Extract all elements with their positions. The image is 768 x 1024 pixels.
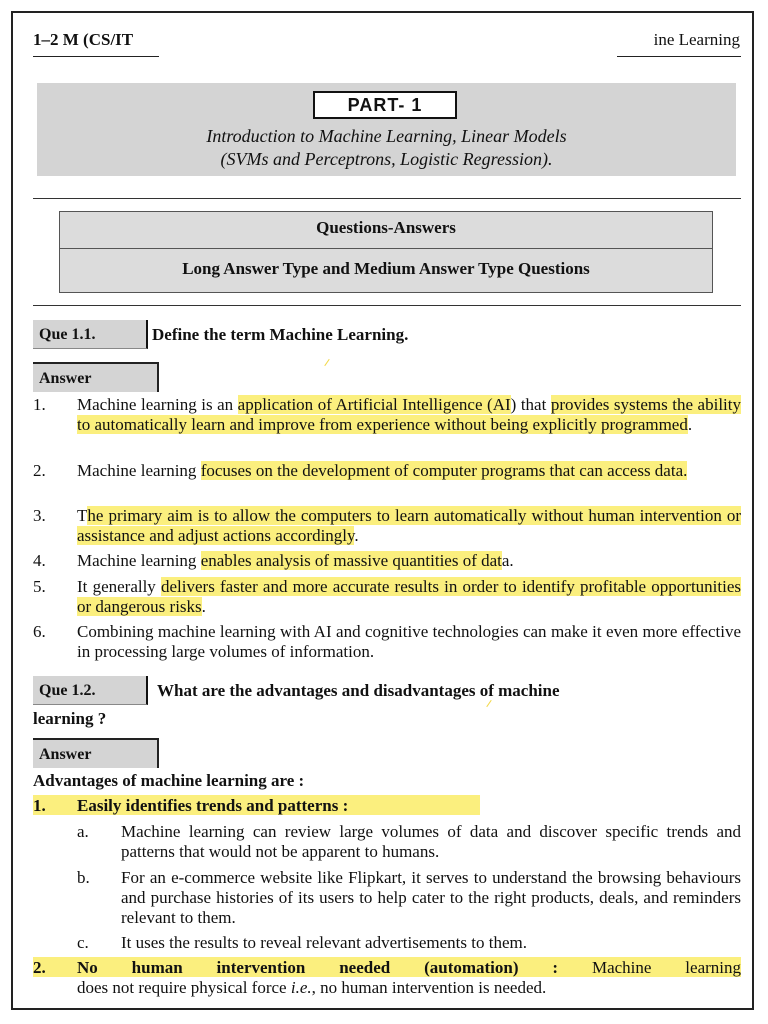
advantages-heading: Advantages of machine learning are :: [33, 771, 305, 790]
item-number: 2.: [33, 958, 46, 977]
qa-banner-subtitle: Long Answer Type and Medium Answer Type Questions: [182, 259, 590, 278]
highlighted-segment: he primary aim is to allow the computers to learn automatically without human intervention or assistance and adjust actions accordingly: [77, 506, 741, 545]
part-topic-line-1: Introduction to Machine Learning, Linear Models: [206, 126, 567, 146]
text-segment: .: [201, 597, 206, 616]
item-number: 2.: [33, 461, 46, 480]
text-segment: Machine learning is an: [77, 395, 238, 414]
answer-tag-1-1: Answer: [33, 362, 159, 392]
section-rule-top: [33, 198, 741, 199]
advantage-point-2-line-1: [77, 958, 741, 978]
text-segment: Machine learning: [77, 551, 201, 570]
answer-item-3: [77, 506, 741, 546]
text-segment: Easily identifies: [77, 796, 192, 815]
item-number: 5.: [33, 577, 46, 596]
item-number: 1.: [33, 395, 46, 414]
answer-item-6: [77, 622, 741, 662]
text-segment: .: [687, 415, 693, 434]
text-segment: ) that: [510, 395, 551, 414]
text-segment-italic: i.e.: [290, 978, 312, 997]
qa-banner-divider: [60, 248, 712, 249]
part-topic-line-2: (SVMs and Perceptrons, Logistic Regression).: [220, 149, 553, 169]
item-number: 1.: [33, 796, 46, 815]
qa-banner-title: Questions-Answers: [316, 218, 456, 237]
text-segment: a.: [501, 551, 514, 570]
text-segment: Machine learning: [591, 958, 742, 977]
header-underline-right: [617, 56, 741, 57]
item-number: 6.: [33, 622, 46, 641]
sub-item-b: For an e-commerce website like Flipkart, it serves to understand the browsing behaviours and purchase histories of its users to help cater to the right products, deals, and reminders relevant to them.: [121, 868, 741, 927]
point-2-title: No human intervention needed (automation) :: [77, 958, 559, 977]
answer-item-1: [77, 395, 741, 435]
answer-tag-1-2: Answer: [33, 738, 159, 768]
text-segment: trends and patterns :: [191, 796, 349, 815]
running-header-right: ine Learning: [653, 30, 740, 49]
item-number: b.: [77, 868, 90, 887]
part-label: PART- 1: [313, 91, 457, 119]
item-number: a.: [77, 822, 89, 841]
question-1-1-text: Define the term Machine Learning.: [152, 325, 409, 344]
question-tag-1-1: Que 1.1.: [33, 320, 148, 349]
item-number: 4.: [33, 551, 46, 570]
header-underline-left: [33, 56, 159, 57]
highlighted-segment: delivers faster and more accurate results in order to identify profitable opportunities or dangerous risks: [77, 577, 741, 616]
item-number: 3.: [33, 506, 46, 525]
highlighted-segment: provides systems the ability to automatically learn and improve from experience without being explicitly programmed: [77, 395, 741, 434]
text-segment: Combining machine learning with AI and cognitive technologies can make it even more effective in processing large volumes of information.: [77, 622, 741, 661]
question-tag-1-2: Que 1.2.: [33, 676, 148, 705]
text-segment: It generally: [77, 577, 161, 596]
advantage-point-1: [77, 796, 348, 816]
text-segment: Machine learning: [77, 461, 201, 480]
item-number: c.: [77, 933, 89, 952]
text-segment: , no human intervention is needed.: [311, 978, 547, 997]
advantage-point-2-line-2: [77, 978, 546, 998]
text-segment: .: [354, 526, 359, 545]
running-header-left: 1–2 M (CS/IT: [33, 30, 134, 49]
answer-item-5: [77, 577, 741, 617]
text-segment: T: [77, 506, 88, 525]
question-1-2-text-line-2: learning ?: [33, 709, 107, 728]
question-1-2-text-line-1: What are the advantages and disadvantages of machine: [157, 681, 560, 700]
highlighted-segment: application of Artificial Intelligence (AI: [237, 395, 511, 414]
highlighted-segment: enables analysis of massive quantities of dat: [200, 551, 502, 570]
answer-item-2: [77, 461, 741, 481]
highlighted-segment: focuses on the development of computer programs that can access data.: [200, 461, 688, 480]
text-segment: does not require physical force: [77, 978, 291, 997]
sub-item-a: Machine learning can review large volumes of data and discover specific trends and patterns that would not be apparent to humans.: [121, 822, 741, 861]
answer-item-4: [77, 551, 741, 571]
section-rule-bottom: [33, 305, 741, 306]
sub-item-c: It uses the results to reveal relevant advertisements to them.: [121, 933, 527, 952]
